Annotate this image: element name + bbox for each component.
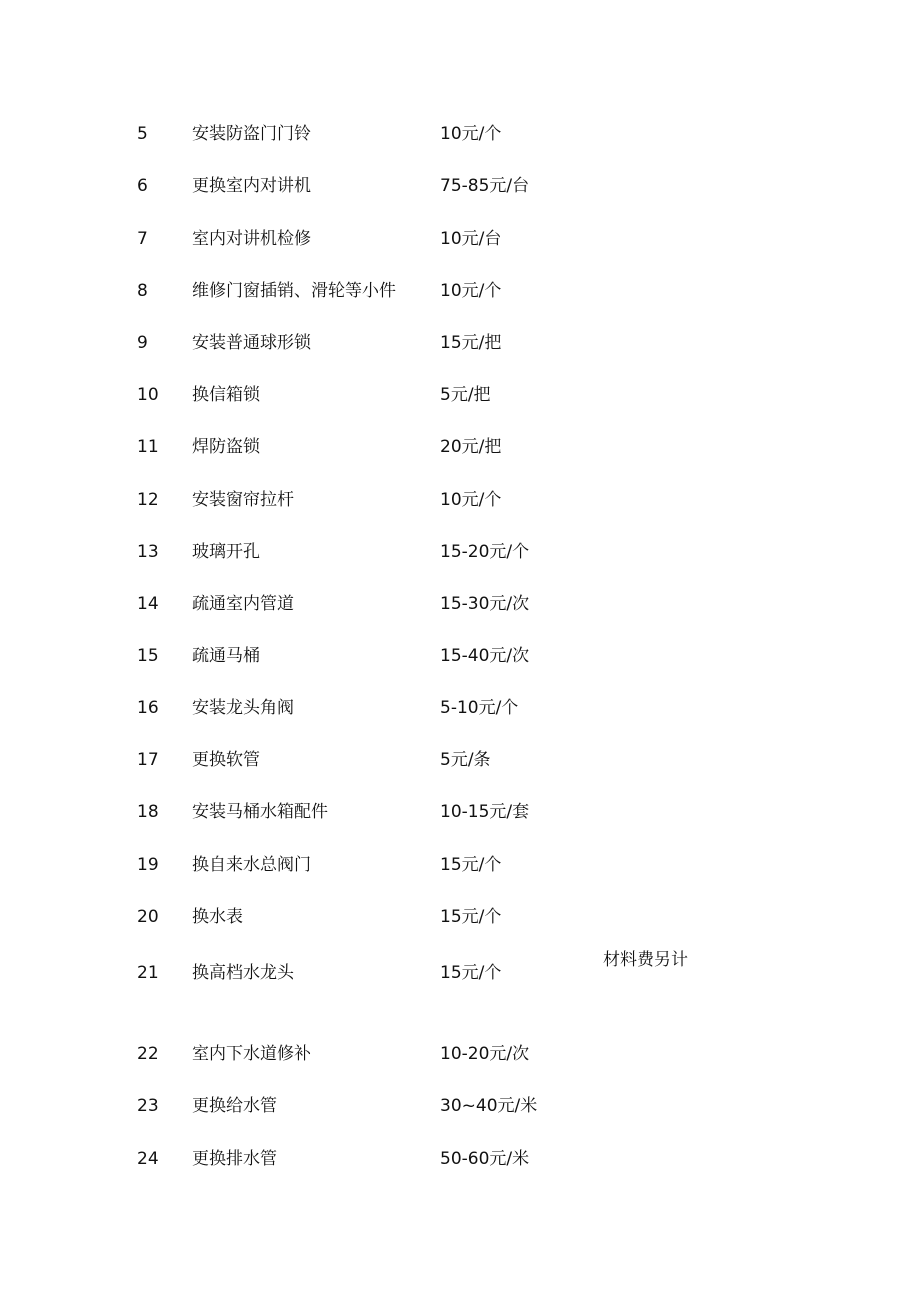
table-row: [0, 540, 920, 592]
table-row: [0, 435, 920, 487]
service-item: 室内对讲机检修: [192, 229, 311, 249]
row-number: 12: [137, 490, 159, 510]
row-number: 10: [137, 385, 159, 405]
service-price: 10元/个: [440, 281, 502, 301]
service-price: 5-10元/个: [440, 698, 519, 718]
row-number: 16: [137, 698, 159, 718]
row-number: 9: [137, 333, 148, 353]
service-item: 疏通室内管道: [192, 594, 294, 614]
service-item: 更换排水管: [192, 1149, 277, 1169]
table-row: [0, 748, 920, 800]
service-item: 换水表: [192, 907, 243, 927]
row-number: 23: [137, 1096, 159, 1116]
service-price: 15-20元/个: [440, 542, 530, 562]
table-row: [0, 383, 920, 435]
table-row: [0, 905, 920, 957]
row-number: 11: [137, 437, 159, 457]
service-item: 换信箱锁: [192, 385, 260, 405]
service-item: 安装龙头角阀: [192, 698, 294, 718]
row-number: 19: [137, 855, 159, 875]
service-item: 室内下水道修补: [192, 1044, 311, 1064]
service-price: 15-40元/次: [440, 646, 530, 666]
table-row: [0, 800, 920, 852]
service-item: 焊防盗锁: [192, 437, 260, 457]
table-row: [0, 644, 920, 696]
row-number: 15: [137, 646, 159, 666]
table-row: [0, 1042, 920, 1094]
table-row: [0, 331, 920, 383]
service-item: 安装防盗门门铃: [192, 124, 311, 144]
row-number: 17: [137, 750, 159, 770]
table-row: [0, 279, 920, 331]
service-item: 安装普通球形锁: [192, 333, 311, 353]
service-price: 75-85元/台: [440, 176, 530, 196]
table-row: [0, 1147, 920, 1199]
service-item: 维修门窗插销、滑轮等小件: [192, 281, 396, 301]
row-number: 24: [137, 1149, 159, 1169]
table-row: [0, 174, 920, 226]
service-price: 15元/个: [440, 963, 502, 983]
table-row: [0, 1094, 920, 1146]
row-number: 21: [137, 963, 159, 983]
service-price: 10元/个: [440, 124, 502, 144]
row-number: 6: [137, 176, 148, 196]
service-item: 安装窗帘拉杆: [192, 490, 294, 510]
row-number: 5: [137, 124, 148, 144]
row-number: 18: [137, 802, 159, 822]
service-item: 更换软管: [192, 750, 260, 770]
service-price: 15元/个: [440, 907, 502, 927]
service-item: 更换给水管: [192, 1096, 277, 1116]
table-row: [0, 592, 920, 644]
service-price: 15元/把: [440, 333, 502, 353]
table-row: [0, 853, 920, 905]
row-number: 22: [137, 1044, 159, 1064]
row-number: 20: [137, 907, 159, 927]
service-note: 材料费另计: [603, 950, 688, 970]
service-item: 换自来水总阀门: [192, 855, 311, 875]
row-number: 13: [137, 542, 159, 562]
service-price: 15元/个: [440, 855, 502, 875]
service-price: 20元/把: [440, 437, 502, 457]
service-price: 5元/把: [440, 385, 491, 405]
service-price: 30~40元/米: [440, 1096, 538, 1116]
service-price: 5元/条: [440, 750, 491, 770]
table-row: [0, 122, 920, 174]
table-row: [0, 696, 920, 748]
table-row: [0, 488, 920, 540]
service-price: 50-60元/米: [440, 1149, 530, 1169]
service-price: 10元/台: [440, 229, 502, 249]
service-price: 15-30元/次: [440, 594, 530, 614]
service-item: 安装马桶水箱配件: [192, 802, 328, 822]
service-price: 10-15元/套: [440, 802, 530, 822]
table-row: [0, 950, 920, 1013]
service-item: 换高档水龙头: [192, 963, 294, 983]
service-item: 玻璃开孔: [192, 542, 260, 562]
service-price: 10-20元/次: [440, 1044, 530, 1064]
row-number: 7: [137, 229, 148, 249]
service-item: 更换室内对讲机: [192, 176, 311, 196]
row-number: 14: [137, 594, 159, 614]
service-price: 10元/个: [440, 490, 502, 510]
row-number: 8: [137, 281, 148, 301]
table-row: [0, 227, 920, 279]
service-item: 疏通马桶: [192, 646, 260, 666]
